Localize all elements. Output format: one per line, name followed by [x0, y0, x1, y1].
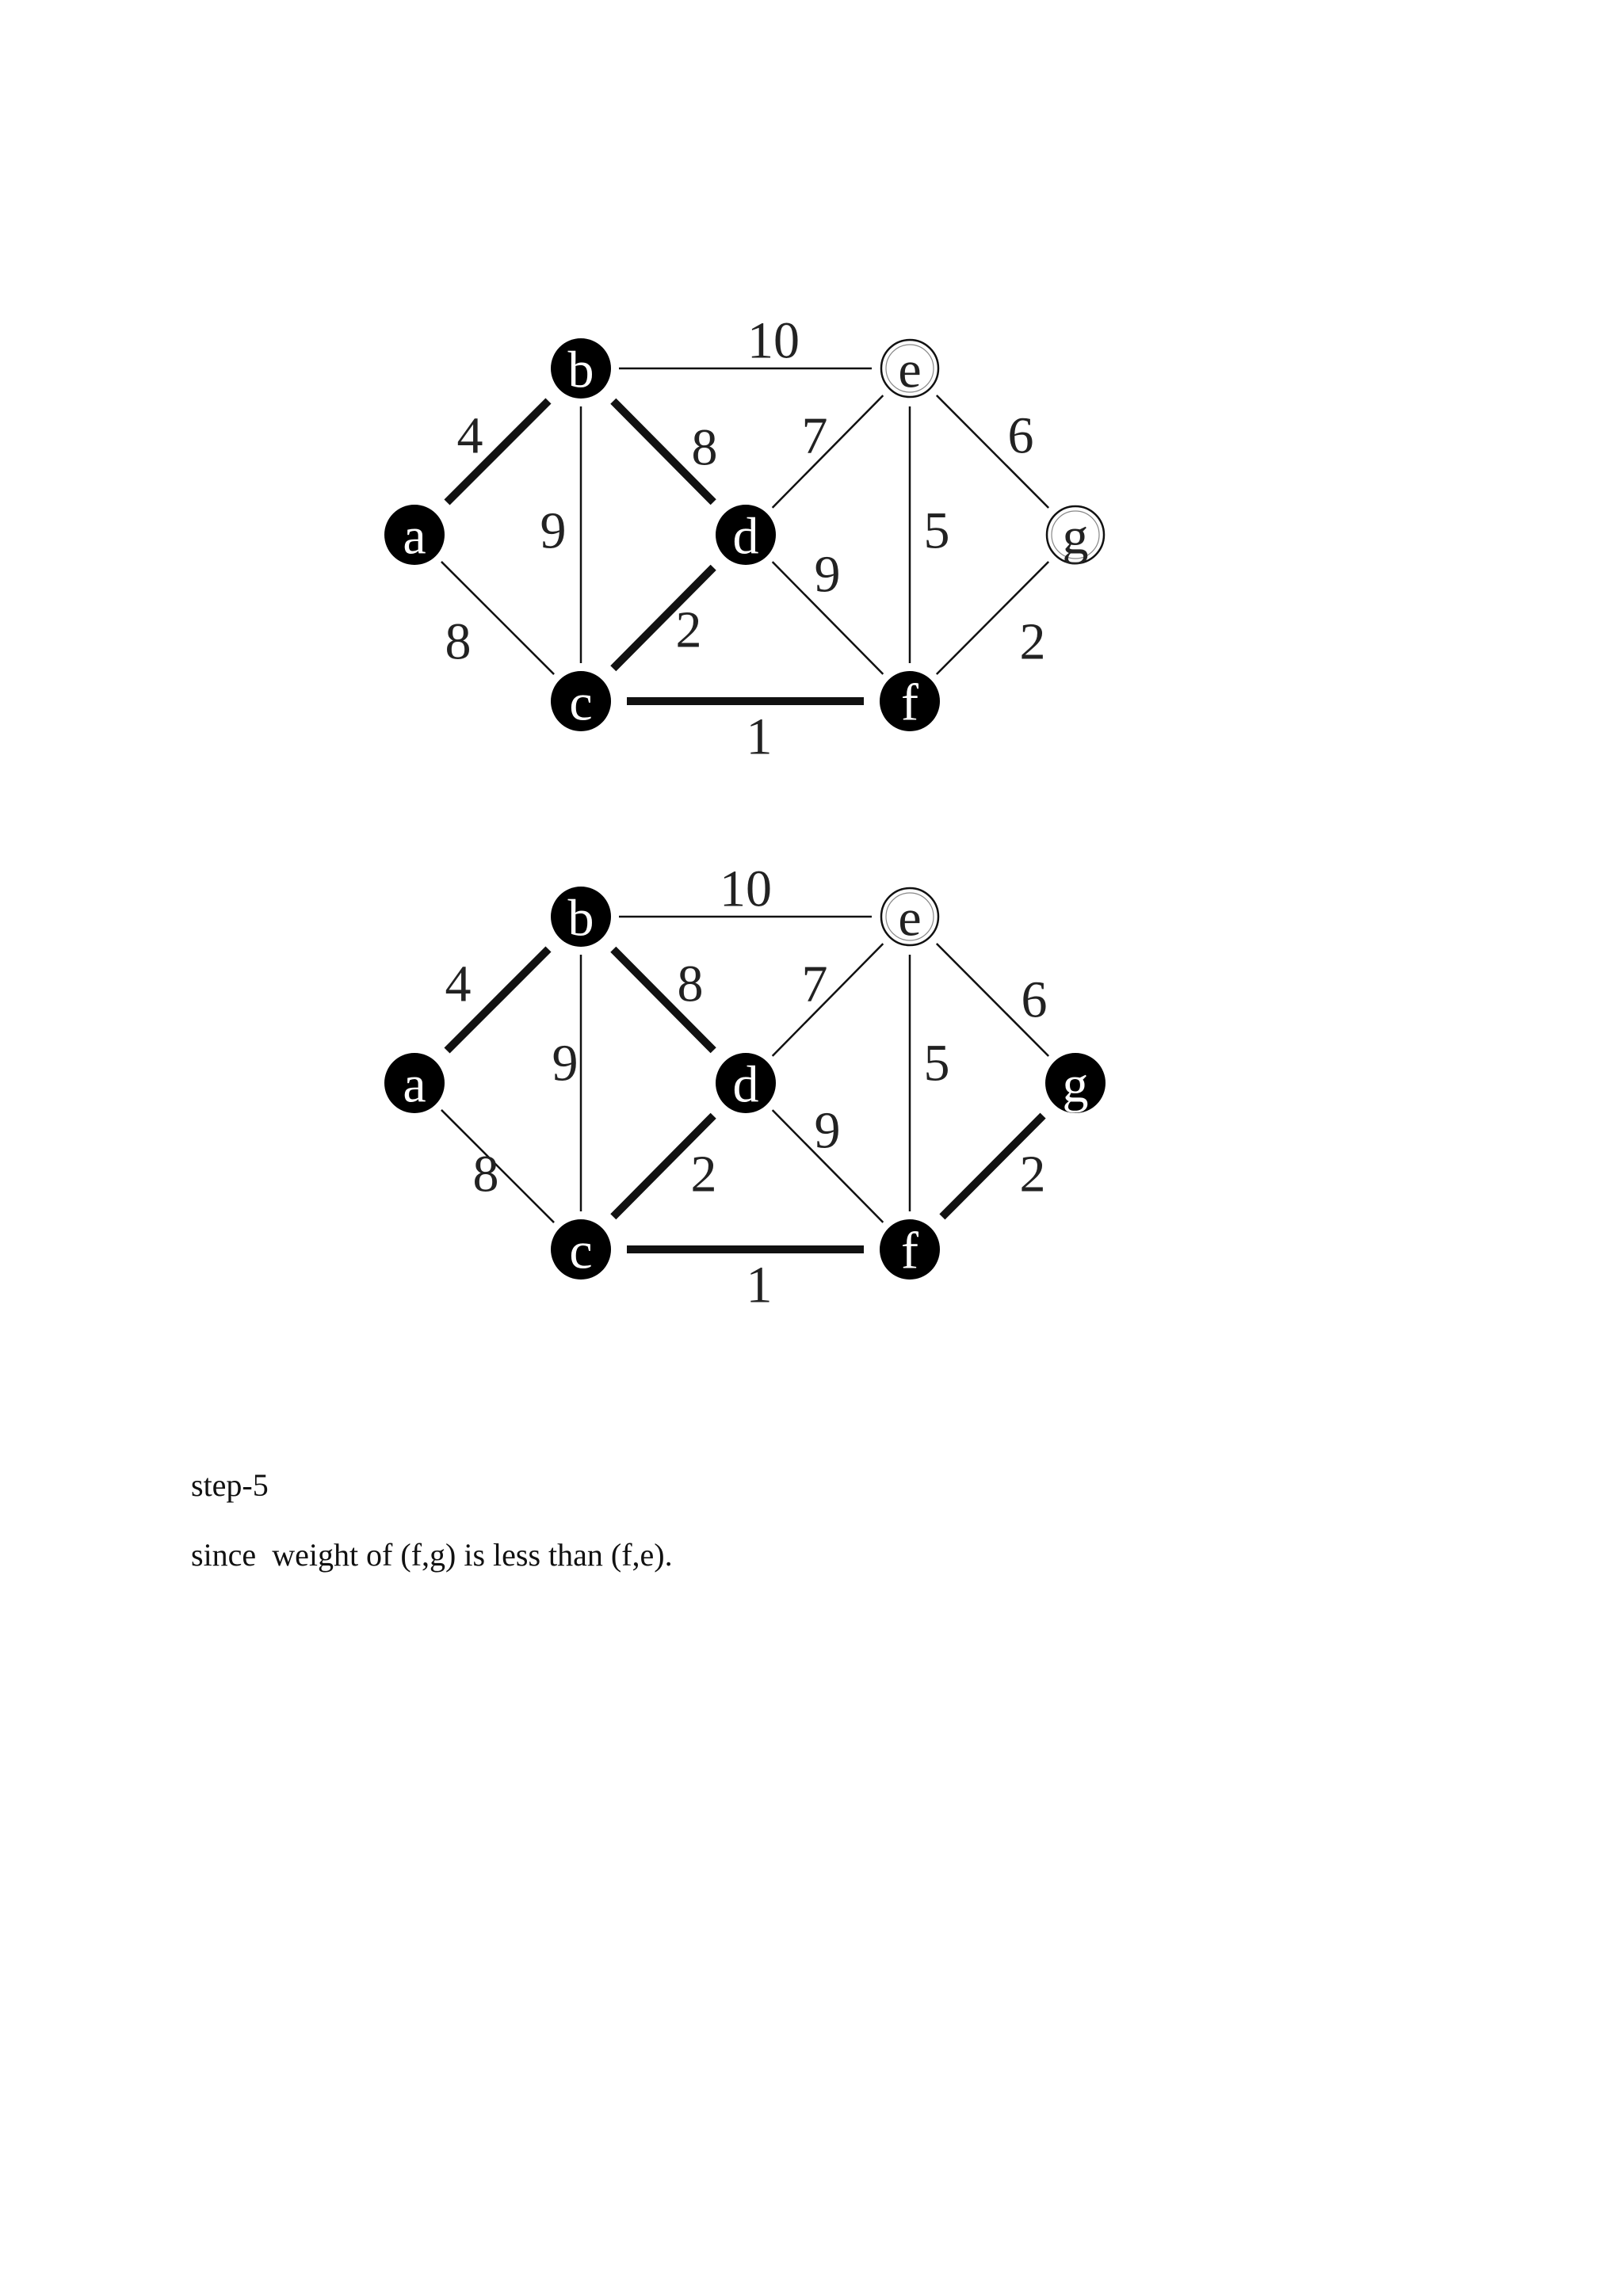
edge-weight-f-g: 2	[1019, 612, 1046, 671]
step-explanation: since weight of (f,g) is less than (f,e).	[191, 1537, 673, 1573]
node-c	[551, 1219, 611, 1280]
edge-weight-f-g: 2	[1019, 1145, 1046, 1203]
node-a	[384, 1053, 445, 1114]
edge-weight-b-c: 9	[540, 502, 567, 560]
edge-weight-c-d: 2	[675, 601, 702, 659]
edge-weight-e-f: 5	[923, 1034, 950, 1093]
edge-d-e	[773, 395, 884, 508]
node-f	[880, 1219, 940, 1280]
edge-weight-d-f: 9	[814, 545, 841, 604]
edge-weight-c-d: 2	[690, 1145, 717, 1203]
node-label-d: d	[732, 1055, 759, 1114]
node-g	[1045, 1053, 1106, 1114]
edge-weight-d-e: 7	[801, 406, 828, 465]
node-b	[551, 338, 611, 399]
node-label-g: g	[1062, 1055, 1089, 1114]
edge-weight-b-d: 8	[677, 955, 704, 1013]
edge-weight-b-e: 10	[720, 860, 772, 918]
edge-d-e	[773, 944, 884, 1056]
node-e	[881, 340, 938, 399]
edge-weight-a-c: 8	[445, 612, 472, 671]
edge-weight-d-e: 7	[801, 955, 828, 1013]
graph-after-step-5	[0, 849, 1623, 1341]
edge-weight-e-f: 5	[923, 502, 950, 560]
edge-weight-b-c: 9	[552, 1034, 579, 1093]
step-label: step-5	[191, 1467, 269, 1503]
edge-weight-e-g: 6	[1021, 971, 1048, 1029]
node-label-e: e	[898, 341, 922, 399]
edge-weight-a-b: 4	[456, 406, 483, 465]
node-label-b: b	[567, 341, 594, 399]
node-label-d: d	[732, 507, 759, 566]
edge-weight-e-g: 6	[1007, 406, 1034, 465]
edge-weight-a-c: 8	[472, 1145, 499, 1203]
edge-weight-c-f: 1	[746, 1256, 773, 1314]
node-d	[716, 1053, 776, 1114]
node-a	[384, 505, 445, 566]
node-b	[551, 887, 611, 948]
node-g	[1047, 506, 1104, 566]
node-c	[551, 671, 611, 732]
node-label-e: e	[898, 889, 922, 948]
node-e	[881, 888, 938, 948]
node-f	[880, 671, 940, 732]
graph-canvas	[0, 849, 1623, 1341]
node-label-c: c	[569, 1222, 593, 1280]
node-label-a: a	[403, 507, 426, 566]
node-label-b: b	[567, 889, 594, 948]
node-label-f: f	[901, 1222, 918, 1280]
node-label-a: a	[403, 1055, 426, 1114]
edge-weight-b-e: 10	[747, 311, 800, 370]
node-d	[716, 505, 776, 566]
edge-weight-d-f: 9	[814, 1101, 841, 1160]
edge-weight-c-f: 1	[746, 707, 773, 766]
graph-before-step-5	[0, 301, 1623, 792]
edge-weight-b-d: 8	[691, 418, 718, 477]
edge-weight-a-b: 4	[445, 955, 472, 1013]
node-label-f: f	[901, 673, 918, 732]
graph-canvas	[0, 301, 1623, 792]
node-label-c: c	[569, 673, 593, 732]
node-label-g: g	[1062, 507, 1089, 566]
